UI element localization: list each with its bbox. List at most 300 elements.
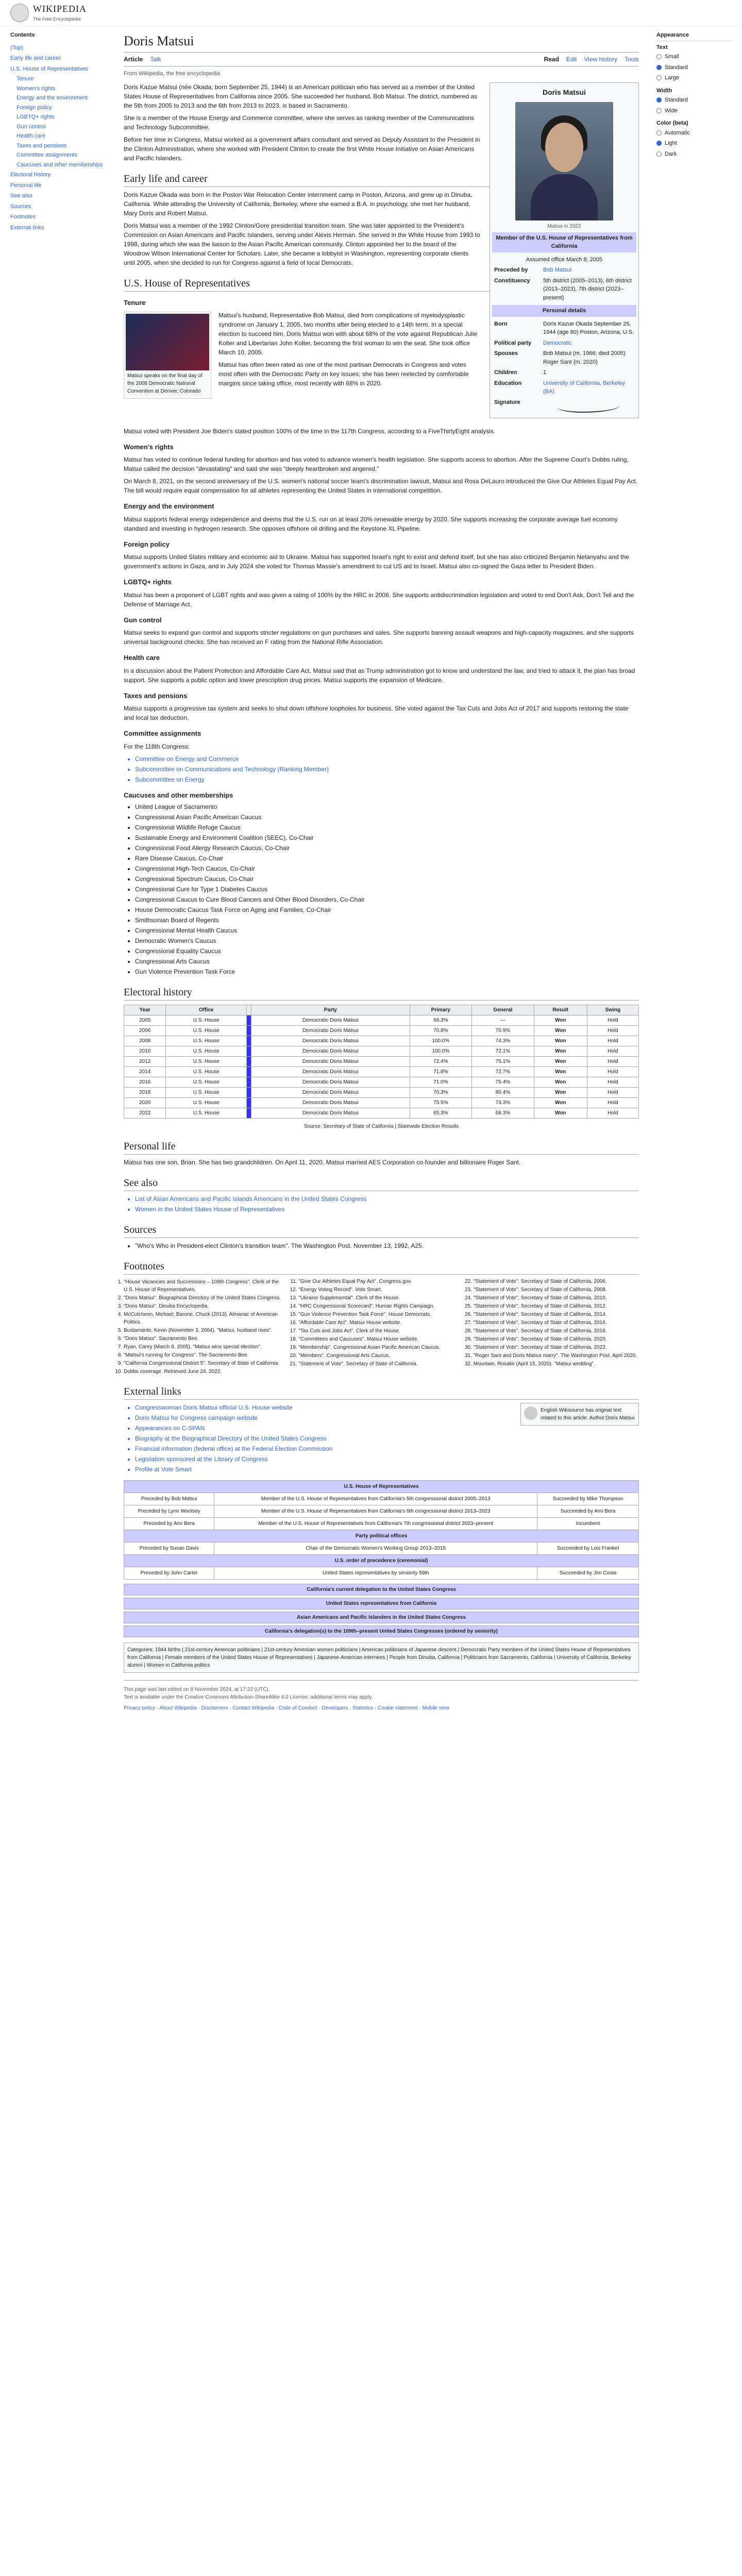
table-cell: Won: [534, 1026, 587, 1036]
infobox-key: Constituency: [494, 277, 530, 284]
table-row: [124, 1046, 639, 1057]
table-cell: 2010: [124, 1046, 166, 1057]
table-cell: 74.3%: [472, 1036, 534, 1046]
list-item: • Smithsonian Board of Regents: [135, 916, 639, 925]
succession-cell[interactable]: Preceded by Ami Bera: [124, 1518, 214, 1530]
width-label: Width: [656, 87, 672, 94]
table-cell: Democratic Doris Matsui: [251, 1088, 410, 1098]
radio-icon: [656, 130, 662, 135]
infobox-value[interactable]: Democratic: [543, 340, 572, 346]
list-item[interactable]: • Biography at the Biographical Directory of the United States Congress: [135, 1434, 639, 1443]
table-source: Source: Secretary of State of California | Statewide Election Results: [304, 1124, 459, 1129]
see-also-list: [135, 1194, 639, 1214]
categories-box[interactable]: Categories: 1944 births | 21st-century American politicians | 21st-century American women politicians | American politicians of Japanese descent | Democratic Party members of the United States House of Representatives from California | Female members of the United States House of Representatives | Japanese-American internees | People from Dinuba, California | Politicians from Sacramento, California | University of California, Berkeley alumni | Women in California politics: [124, 1642, 639, 1673]
footnote: 27. "Statement of Vote". Secretary of State of California, 2016.: [474, 1319, 639, 1327]
table-cell: Democratic Doris Matsui: [251, 1057, 410, 1067]
table-cell: 68.3%: [410, 1015, 472, 1026]
footnote: 5. Bustamante, Kevin (November 3, 2004). "Matsui, husband rises".: [124, 1327, 289, 1334]
footnote: 31. "Roger Sant and Doris Matsui marry". The Washington Post. April 2020.: [474, 1352, 639, 1360]
paragraph: Matsui has voted to continue federal funding for abortion and has voted to advance women's health legislation. She supports access to abortion. After the Supreme Court's Dobbs ruling, Matsui called the decision "devastating" and said she was "deeply heartbroken and angered.": [124, 456, 629, 472]
table-cell: U.S. House: [166, 1026, 247, 1036]
table-cell: U.S. House: [166, 1057, 247, 1067]
column-header: Primary: [410, 1005, 472, 1015]
succession-cell: United States representatives by seniority 59th: [214, 1567, 537, 1580]
wikisource-text: English Wikisource has original text related to this article: Author:Doris Matsui: [541, 1408, 635, 1421]
table-cell: 2016: [124, 1077, 166, 1088]
appearance-panel: [649, 26, 732, 1722]
column-header: Swing: [587, 1005, 638, 1015]
table-row: [124, 1015, 639, 1026]
navbox-title[interactable]: California's delegation(s) to the 109th–present United States Congresses (ordered by seniority): [124, 1626, 638, 1637]
succession-header: U.S. order of precedence (ceremonial): [124, 1555, 639, 1567]
page-tabs: [124, 55, 639, 66]
succession-cell[interactable]: Preceded by Susan Davis: [124, 1543, 214, 1555]
table-cell: 75.5%: [410, 1098, 472, 1108]
table-cell: U.S. House: [166, 1098, 247, 1108]
table-cell: Democratic Doris Matsui: [251, 1108, 410, 1118]
infobox-value: Bob Matsui (m. 1966; died 2005) Roger Sant (m. 2020): [543, 350, 626, 365]
radio-icon: [656, 151, 662, 157]
infobox-key: Spouses: [494, 350, 518, 357]
lead-paragraph: Doris Kazue Matsui (née Okada; born September 25, 1944) is an American politician who has served as a member of the United States House of Representatives from California since 2005. She succeeded her husband, Bob Matsui. The district, numbered as the 5th from 2005 to 2013 and the 6th from 2013 to 2023, is based in Sacramento.: [124, 83, 478, 109]
caucus-list: [135, 802, 639, 976]
navbox[interactable]: [124, 1584, 639, 1596]
table-cell: Won: [534, 1067, 587, 1077]
radio-label: Standard: [665, 64, 688, 71]
infobox-key: Preceded by: [494, 267, 528, 273]
subsection-heading: Foreign policy: [124, 540, 170, 548]
toc-item[interactable]: External links: [10, 224, 44, 231]
toc-subitem[interactable]: Caucuses and other memberships: [16, 161, 103, 168]
table-cell: 72.7%: [472, 1067, 534, 1077]
table-cell: 80.4%: [472, 1088, 534, 1098]
subsection-heading: Gun control: [124, 616, 162, 624]
last-edited: This page was last edited on 8 November 2024, at 17:22 (UTC).: [124, 1687, 270, 1692]
succession-header: U.S. House of Representatives: [124, 1481, 639, 1493]
wikipedia-logo[interactable]: [10, 2, 87, 23]
paragraph: Matsui has been a proponent of LGBT rights and was given a rating of 100% by the HRC in 2006. She supports antidiscrimination legislation and voted to end Don't Ask, Don't Tell and the Defense of Marriage Act.: [124, 591, 634, 608]
footnote: 13. "Ukraine Supplemental". Clerk of the House.: [298, 1294, 464, 1302]
footnote: 14. "HRC Congressional Scorecard". Human Rights Campaign.: [298, 1302, 464, 1310]
table-cell: Hold: [587, 1046, 638, 1057]
table-cell: 2022: [124, 1108, 166, 1118]
table-cell: 72.4%: [410, 1057, 472, 1067]
radio-label: Automatic: [665, 129, 690, 136]
infobox-value: 1: [543, 369, 547, 376]
footnote: 25. "Statement of Vote". Secretary of State of California, 2012.: [474, 1302, 639, 1310]
list-item[interactable]: • Committee on Energy and Commerce: [135, 754, 639, 764]
toc-subitem[interactable]: Health care: [16, 133, 46, 139]
list-item[interactable]: • Appearances on C-SPAN: [135, 1423, 639, 1433]
lead-paragraph: She is a member of the House Energy and Commerce committee, where she serves as ranking member of the Communications and Technology Subcommittee.: [124, 114, 475, 131]
site-header: [0, 0, 742, 26]
toc-item[interactable]: Footnotes: [10, 214, 36, 220]
navbox[interactable]: [124, 1625, 639, 1637]
section-heading: Sources: [124, 1222, 639, 1238]
column-header: [247, 1005, 251, 1015]
list-item: • Congressional Equality Caucus: [135, 946, 639, 956]
radio-icon: [656, 108, 662, 113]
table-cell: Democratic Doris Matsui: [251, 1046, 410, 1057]
page-title: Doris Matsui: [124, 31, 639, 53]
succession-cell[interactable]: Succeeded by Lois Frankel: [537, 1543, 639, 1555]
succession-cell: Chair of the Democratic Women's Working Group 2013–2015: [214, 1543, 537, 1555]
table-cell: Hold: [587, 1057, 638, 1067]
table-cell: Democratic Doris Matsui: [251, 1015, 410, 1026]
paragraph: In a discussion about the Patient Protection and Affordable Care Act, Matsui said that as Trump administration got to know and understand the law, and tried to attack it, the plan has broad support. She supports a public option and lower prescription drug prices. Matsui supports the expansion of Medicare.: [124, 667, 635, 684]
subsection-heading: Committee assignments: [124, 730, 201, 737]
tab-talk[interactable]: Talk: [150, 56, 161, 63]
radio-automatic[interactable]: [656, 128, 732, 139]
wikisource-box[interactable]: [520, 1403, 639, 1426]
infobox-value[interactable]: Bob Matsui: [543, 267, 572, 273]
footnote: 11. "Give Our Athletes Equal Pay Act". Congress.gov.: [298, 1278, 464, 1285]
table-cell: Hold: [587, 1108, 638, 1118]
footnote: 17. "Tax Cuts and Jobs Act". Clerk of the House.: [298, 1327, 464, 1335]
list-item[interactable]: • Congresswoman Doris Matsui official U.S. House website: [135, 1403, 639, 1412]
footnote: 7. Ryan, Carey (March 8, 2005). "Matsui wins special election".: [124, 1343, 289, 1351]
table-cell: Won: [534, 1046, 587, 1057]
radio-icon: [656, 54, 662, 59]
tab-edit[interactable]: Edit: [566, 56, 577, 63]
radio-standard[interactable]: [656, 62, 732, 73]
navbox[interactable]: [124, 1612, 639, 1623]
signature-image: [558, 400, 620, 413]
list-item[interactable]: • Doris Matsui for Congress campaign website: [135, 1413, 639, 1422]
succession-box: [124, 1480, 639, 1580]
succession-cell[interactable]: Preceded by Bob Matsui: [124, 1493, 214, 1505]
table-cell: U.S. House: [166, 1088, 247, 1098]
footnote: 19. "Membership". Congressional Asian Pacific American Caucus.: [298, 1344, 464, 1351]
party-color-cell: [247, 1026, 251, 1036]
infobox-incumbent: Assumed office March 8, 2005: [526, 256, 603, 263]
radio-icon: [656, 65, 662, 70]
footnote: 12. "Energy Voting Record". Vote Smart.: [298, 1286, 464, 1294]
tab-read[interactable]: Read: [544, 56, 559, 63]
list-item: • United League of Sacramento: [135, 802, 639, 811]
navbox-title[interactable]: Asian Americans and Pacific Islanders in the United States Congress: [124, 1612, 638, 1623]
column-header: Year: [124, 1005, 166, 1015]
radio-large[interactable]: [656, 73, 732, 83]
succession-cell: Member of the U.S. House of Representatives from California's 5th congressional district 2005–2013: [214, 1493, 537, 1505]
footnote: 24. "Statement of Vote". Secretary of State of California, 2010.: [474, 1294, 639, 1302]
subsection-heading: LGBTQ+ rights: [124, 578, 172, 586]
list-item: • Congressional Arts Caucus: [135, 957, 639, 966]
list-item[interactable]: • Subcommittee on Communications and Technology (Ranking Member): [135, 765, 639, 774]
footnote: 4. McCutcheon, Michael; Barone, Chuck (2013). Almanac of American Politics.: [124, 1311, 289, 1326]
table-cell: Won: [534, 1088, 587, 1098]
paragraph: Matsui voted with President Joe Biden's stated position 100% of the time in the 117th Congress, according to a FiveThirtyEight analysis.: [124, 427, 496, 435]
table-cell: U.S. House: [166, 1077, 247, 1088]
table-cell: Hold: [587, 1036, 638, 1046]
infobox-key: Born: [494, 320, 508, 327]
table-row: [124, 1077, 639, 1088]
footnote: 9. "California Congressional District 5". Secretary of State of California.: [124, 1360, 289, 1367]
footnote: 29. "Statement of Vote". Secretary of State of California, 2020.: [474, 1335, 639, 1343]
subsection-heading: Caucuses and other memberships: [124, 791, 233, 799]
table-cell: 2018: [124, 1088, 166, 1098]
list-item[interactable]: • Women in the United States House of Representatives: [135, 1205, 639, 1214]
party-color-cell: [247, 1036, 251, 1046]
footnote: 30. "Statement of Vote". Secretary of State of California, 2022.: [474, 1344, 639, 1351]
paragraph: Doris Matsui was a member of the 1992 Clinton/Gore presidential transition team. She was later appointed to the President's Commission on Asian Americans and Pacific Islanders, serving under Alexis Herman. She served in the White House from 1993 to 1998, during which she was the liaison to the Asian Pacific American community. Clinton appointed her to the board of the Woodrow Wilson International Center for Scholars. Later, she became a lobbyist in Washington, representing corporate clients until 2005, when she decided to run for Congress against a field of local Democrats.: [124, 222, 480, 266]
radio-label: Small: [665, 54, 679, 60]
radio-label: Wide: [665, 107, 678, 114]
table-cell: U.S. House: [166, 1067, 247, 1077]
table-cell: Won: [534, 1108, 587, 1118]
table-cell: 2005: [124, 1015, 166, 1026]
paragraph: On March 8, 2021, on the second anniversary of the U.S. women's national soccer team's discrimination lawsuit, Matsui and Rosa DeLauro introduced the Give Our Athletes Equal Pay Act. The bill would require equal compensation for all athletes representing the United States in international competition.: [124, 478, 638, 494]
photo-caption: Matsui in 2022: [547, 223, 581, 229]
list-item[interactable]: • Financial information (federal office) at the Federal Election Commission: [135, 1444, 639, 1453]
toc-item[interactable]: Sources: [10, 203, 31, 210]
table-cell: U.S. House: [166, 1036, 247, 1046]
table-cell: Democratic Doris Matsui: [251, 1036, 410, 1046]
footnote: 26. "Statement of Vote". Secretary of State of California, 2014.: [474, 1311, 639, 1318]
list-item: • Sustainable Energy and Environment Coalition (SEEC), Co-Chair: [135, 833, 639, 842]
thumbnail-caption: Matsui speaks on the final day of the 2008 Democratic National Convention at Denver, Colorado: [127, 373, 203, 394]
infobox-key: Signature: [494, 399, 520, 405]
tab-article[interactable]: Article: [124, 56, 143, 63]
table-cell: —: [472, 1015, 534, 1026]
list-item: • Congressional Asian Pacific American Caucus: [135, 812, 639, 822]
section-heading: External links: [124, 1384, 639, 1400]
table-cell: Won: [534, 1036, 587, 1046]
page-footer: [124, 1680, 639, 1717]
succession-cell[interactable]: Succeeded by Mike Thompson: [537, 1493, 639, 1505]
table-cell: Democratic Doris Matsui: [251, 1098, 410, 1108]
table-cell: 68.3%: [472, 1108, 534, 1118]
table-cell: Hold: [587, 1077, 638, 1088]
convention-photo: [126, 314, 209, 370]
list-item: • "Who's Who in President-elect Clinton's transition team". The Washington Post. November 13, 1992, A25.: [135, 1241, 639, 1250]
table-cell: 2006: [124, 1026, 166, 1036]
table-cell: 71.0%: [410, 1077, 472, 1088]
from-wikipedia: From Wikipedia, the free encyclopedia: [124, 71, 221, 77]
radio-label: Standard: [665, 97, 688, 103]
electoral-table: [124, 1005, 639, 1118]
list-item[interactable]: • Legislation sponsored at the Library of Congress: [135, 1454, 639, 1464]
footnote: 6. "Doris Matsui". Sacramento Bee.: [124, 1335, 289, 1343]
logo-title: WIKIPEDIA: [33, 4, 87, 14]
section-heading: Electoral history: [124, 985, 639, 1001]
paragraph: Matsui's husband, Representative Bob Matsui, died from complications of myelodysplastic syndrome on January 1, 2005, two months after being elected to a 14th term. In a special election to succeed him, Doris Matsui won with about 68% of the vote against Republican Julie Kolter and Libertarian John Kolter, becoming the first woman to win the seat. She took office March 10, 2005.: [218, 312, 478, 356]
list-item: • Rare Disease Caucus, Co-Chair: [135, 854, 639, 863]
section-heading: See also: [124, 1175, 639, 1191]
list-item: • Congressional Spectrum Caucus, Co-Chair: [135, 874, 639, 884]
table-cell: Hold: [587, 1015, 638, 1026]
toc-subitem[interactable]: Women's rights: [16, 85, 56, 92]
navbox-title[interactable]: United States representatives from California: [124, 1598, 638, 1609]
toc-subitem[interactable]: Foreign policy: [16, 104, 52, 111]
table-cell: Won: [534, 1015, 587, 1026]
toc-subitem[interactable]: LGBTQ+ rights: [16, 114, 55, 120]
infobox-title: Doris Matsui: [542, 88, 586, 96]
table-row: [124, 1057, 639, 1067]
table-cell: U.S. House: [166, 1015, 247, 1026]
radio-icon: [656, 97, 662, 103]
table-cell: 65.3%: [410, 1108, 472, 1118]
toc-subitem[interactable]: Tenure: [16, 76, 34, 82]
list-item: • Congressional Mental Health Caucus: [135, 926, 639, 935]
infobox-key: Children: [494, 369, 517, 376]
table-cell: 70.3%: [410, 1088, 472, 1098]
radio-width-standard[interactable]: [656, 95, 732, 106]
paragraph: For the 118th Congress:: [124, 742, 190, 750]
radio-icon: [656, 141, 662, 146]
footnote: 21. "Statement of Vote". Secretary of State of California.: [298, 1360, 464, 1368]
table-cell: Democratic Doris Matsui: [251, 1067, 410, 1077]
succession-cell: Incumbent: [537, 1518, 639, 1530]
infobox-office: Member of the U.S. House of Representatives from California: [492, 232, 636, 252]
list-item: • House Democratic Caucus Task Force on Aging and Families, Co-Chair: [135, 905, 639, 914]
column-header: Result: [534, 1005, 587, 1015]
tab-tools[interactable]: Tools: [624, 56, 639, 63]
radio-width-wide[interactable]: [656, 106, 732, 116]
table-cell: 73.3%: [472, 1098, 534, 1108]
table-cell: 2014: [124, 1067, 166, 1077]
appearance-title: Appearance: [656, 31, 732, 41]
footnote: 16. "Affordable Care Act". Matsui House website.: [298, 1319, 464, 1327]
toc-item[interactable]: See also: [10, 193, 32, 199]
list-item[interactable]: • Profile at Vote Smart: [135, 1465, 639, 1474]
party-color-cell: [247, 1057, 251, 1067]
footnote: 22. "Statement of Vote". Secretary of State of California, 2006.: [474, 1278, 639, 1285]
column-header: General: [472, 1005, 534, 1015]
subsection-heading: Taxes and pensions: [124, 691, 188, 700]
radio-label: Light: [665, 140, 677, 146]
list-item: • Congressional Food Allergy Research Caucus, Co-Chair: [135, 843, 639, 853]
succession-cell[interactable]: Preceded by Lynn Woolsey: [124, 1505, 214, 1518]
thumbnail[interactable]: [124, 312, 211, 399]
footnote: 2. "Doris Matsui". Biographical Directory of the United States Congress.: [124, 1294, 289, 1302]
succession-cell[interactable]: Succeeded by Jim Costa: [537, 1567, 639, 1580]
list-item: • Congressional Wildlife Refuge Caucus: [135, 823, 639, 832]
section-heading: Early life and career: [124, 171, 639, 187]
subsection-heading: Energy and the environment: [124, 502, 214, 510]
table-cell: Won: [534, 1098, 587, 1108]
list-item[interactable]: • Subcommittee on Energy: [135, 775, 639, 784]
radio-icon: [656, 75, 662, 80]
succession-cell: Member of the U.S. House of Representatives from California's 7th congressional district 2023–present: [214, 1518, 537, 1530]
sources-list: [135, 1241, 639, 1250]
infobox-value: Doris Kazue Okada September 25, 1944 (age 80) Poston, Arizona, U.S.: [543, 320, 634, 335]
navbox-title[interactable]: California's current delegation to the United States Congress: [124, 1584, 638, 1595]
tab-view-history[interactable]: View history: [584, 56, 617, 63]
list-item: • Gun Violence Prevention Task Force: [135, 967, 639, 976]
footnote: 20. "Members". Congressional Arts Caucus.: [298, 1352, 464, 1360]
toc-subitem[interactable]: Committee assignments: [16, 152, 77, 158]
radio-small[interactable]: [656, 52, 732, 62]
subsection-heading: Health care: [124, 654, 160, 662]
table-row: [124, 1098, 639, 1108]
toc-subitem[interactable]: Gun control: [16, 123, 46, 130]
table-cell: Hold: [587, 1088, 638, 1098]
footnote: 28. "Statement of Vote". Secretary of State of California, 2018.: [474, 1327, 639, 1335]
list-item: • Congressional High-Tech Caucus, Co-Chair: [135, 864, 639, 873]
footnote: 8. "Matsui's running for Congress". The Sacramento Bee.: [124, 1351, 289, 1359]
succession-cell[interactable]: Preceded by John Carter: [124, 1567, 214, 1580]
succession-cell[interactable]: Succeeded by Ami Bera: [537, 1505, 639, 1518]
infobox-value: 5th district (2005–2013), 6th district (2013–2023), 7th district (2023–present): [543, 277, 632, 301]
infobox-key: Education: [494, 380, 522, 386]
table-row: [124, 1108, 639, 1118]
portrait-photo[interactable]: [515, 102, 613, 221]
toc-item[interactable]: (Top): [10, 44, 24, 51]
lead-paragraph: Before her time in Congress, Matsui worked as a government affairs consultant and served as Deputy Assistant to the President in the Clinton Administration, where she worked with President Clinton to create the first White House Initiative on Asian Americans and Pacific Islanders.: [124, 135, 480, 162]
footnote: 23. "Statement of Vote". Secretary of State of California, 2008.: [474, 1286, 639, 1294]
table-cell: U.S. House: [166, 1108, 247, 1118]
table-cell: 75.4%: [472, 1077, 534, 1088]
radio-light[interactable]: [656, 138, 732, 149]
wikisource-icon: [524, 1406, 537, 1420]
infobox-personal-details: Personal details: [492, 305, 636, 317]
toc-item[interactable]: Early life and career: [10, 55, 61, 61]
radio-dark[interactable]: [656, 149, 732, 160]
toc-item[interactable]: Electoral history: [10, 172, 51, 178]
footnote: 15. "Gun Violence Prevention Task Force". House Democrats.: [298, 1311, 464, 1318]
party-color-cell: [247, 1015, 251, 1026]
party-color-cell: [247, 1077, 251, 1088]
infobox: [490, 82, 639, 418]
color-label: Color (beta): [656, 120, 688, 126]
table-cell: 72.1%: [472, 1046, 534, 1057]
column-header: Party: [251, 1005, 410, 1015]
party-color-cell: [247, 1108, 251, 1118]
footnote: 32. Mountain, Rosalie (April 15, 2020). "Matsui wedding".: [474, 1360, 639, 1368]
toc-subitem[interactable]: Energy and the environment: [16, 95, 88, 101]
table-cell: Hold: [587, 1026, 638, 1036]
table-cell: Democratic Doris Matsui: [251, 1077, 410, 1088]
navbox[interactable]: [124, 1598, 639, 1609]
table-cell: Won: [534, 1077, 587, 1088]
toc-subitem[interactable]: Taxes and pensions: [16, 142, 67, 149]
radio-label: Dark: [665, 150, 677, 157]
toc-item[interactable]: U.S. House of Representatives: [10, 65, 89, 72]
table-cell: 70.8%: [410, 1026, 472, 1036]
table-cell: Hold: [587, 1098, 638, 1108]
list-item: • Democratic Women's Caucus: [135, 936, 639, 945]
table-cell: 2020: [124, 1098, 166, 1108]
table-cell: 70.9%: [472, 1026, 534, 1036]
logo-subtitle: The Free Encyclopedia: [33, 16, 81, 22]
list-item[interactable]: • List of Asian Americans and Pacific Islands Americans in the United States Congress: [135, 1194, 639, 1204]
footer-links[interactable]: Privacy policy · About Wikipedia · Disclaimers · Contact Wikipedia · Code of Conduct · Developers · Statistics · Cookie statement · Mobile view: [124, 1705, 449, 1711]
paragraph: Matsui seeks to expand gun control and supports stricter regulations on gun purchases and sales. She supports banning assault weapons and high-capacity magazines, and she supports universal background checks. She has received an F rating from the National Rifle Association.: [124, 629, 634, 646]
paragraph: Doris Kazue Okada was born in the Poston War Relocation Center internment camp in Poston, Arizona, and grew up in Dinuba, California. While attending the University of California, Berkeley, where she earned a B.A. in psychology, she met her husband, Mary Doris and Robert Matsui.: [124, 191, 473, 217]
succession-header: Party political offices: [124, 1530, 639, 1543]
table-of-contents: [10, 26, 113, 1722]
table-cell: U.S. House: [166, 1046, 247, 1057]
footnote: 3. "Doris Matsui". Dinuba Encyclopedia.: [124, 1302, 289, 1310]
table-cell: 2008: [124, 1036, 166, 1046]
paragraph: Matsui has one son, Brian. She has two grandchildren. On April 11, 2020, Matsui married AES Corporation co-founder and billionaire Roger Sant.: [124, 1159, 521, 1166]
subsection-heading: Women's rights: [124, 443, 174, 451]
table-cell: Hold: [587, 1067, 638, 1077]
table-row: [124, 1088, 639, 1098]
paragraph: Matsui supports a progressive tax system and seeks to shut down offshore loopholes for business. She voted against the Tax Cuts and Jobs Act of 2017 and supports restoring the state and local tax deduction.: [124, 705, 629, 721]
paragraph: Matsui supports federal energy independence and deems that the U.S. run on at least 20% renewable energy by 2020. She supports increasing the corporate average fuel economy standard and investing in hydrogen research. She opposes offshore oil drilling and the Keystone XL Pipeline.: [124, 515, 618, 532]
toc-item[interactable]: Personal life: [10, 182, 42, 189]
table-cell: Democratic Doris Matsui: [251, 1026, 410, 1036]
table-cell: 100.0%: [410, 1036, 472, 1046]
infobox-key: Political party: [494, 340, 532, 346]
party-color-cell: [247, 1098, 251, 1108]
infobox-value[interactable]: University of California, Berkeley (BA): [543, 380, 625, 395]
committee-list: [135, 754, 639, 784]
party-color-cell: [247, 1046, 251, 1057]
license-text: Text is available under the Creative Commons Attribution-ShareAlike 4.0 License; additional terms may apply.: [124, 1694, 373, 1700]
